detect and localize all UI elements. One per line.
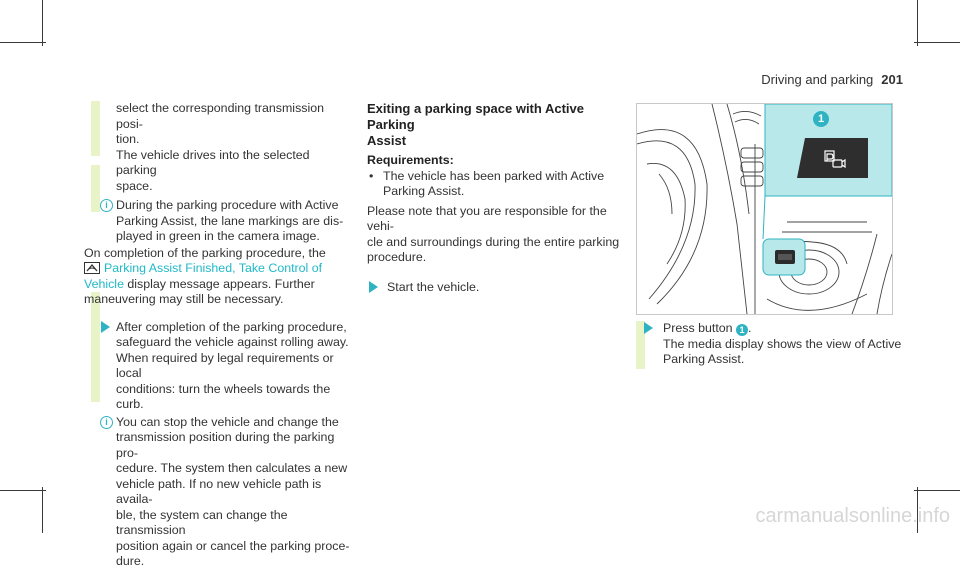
display-message: Parking Assist Finished, Take Control of (104, 261, 323, 275)
crop-mark (42, 0, 43, 46)
info-note (100, 415, 350, 570)
step-arrow-icon (369, 281, 378, 293)
text-line: ble, the system can change the transmission (116, 507, 288, 537)
text-line: On completion of the parking procedure, the (84, 245, 326, 260)
text-line: cedure. The system then calculates a new (116, 461, 348, 475)
text-line (84, 277, 350, 293)
text-line: You can stop the vehicle and change the (116, 414, 339, 429)
text-line (663, 321, 905, 337)
watermark: carmanualsonline.info (755, 505, 950, 527)
step-arrow-icon (101, 321, 110, 333)
section-title: Driving and parking (761, 72, 874, 87)
callout-marker: 1 (813, 111, 829, 127)
crop-mark (917, 0, 918, 46)
section-heading (367, 101, 622, 149)
text-line: procedure. (367, 250, 427, 264)
text-line: When required by legal requirements or local (116, 350, 334, 380)
text-line: space. (116, 178, 153, 193)
text-line: After completion of the parking procedure, (116, 319, 347, 334)
text-line: Please note that you are responsible for the vehi- (367, 203, 607, 233)
text-line: conditions: turn the wheels towards the curb. (116, 381, 331, 411)
info-note (100, 198, 350, 245)
info-icon: i (100, 416, 113, 429)
text-line: The media display shows the view of Active (663, 336, 902, 351)
responsibility-note (367, 204, 622, 266)
heading-line: Assist (367, 133, 407, 148)
text-line: cle and surroundings during the entire parking (367, 234, 620, 249)
requirement-item (367, 169, 622, 200)
text-line: Parking Assist. (383, 184, 465, 198)
text-span: Press button (663, 321, 737, 335)
display-message-line (84, 261, 350, 277)
dashboard-figure (636, 103, 893, 315)
text-line: transmission position during the parking pro- (116, 430, 335, 460)
middle-column (367, 101, 622, 295)
text-line: position again or cancel the parking proce- (116, 538, 350, 553)
text-line: dure. (116, 554, 145, 568)
text-line: The vehicle drives into the selected parking (116, 147, 310, 177)
text-line: • The vehicle has been parked with Active (383, 168, 605, 183)
text-line: Parking Assist. (663, 352, 745, 366)
info-icon: i (100, 199, 113, 212)
instruction-step (100, 320, 350, 413)
text-line: Parking Assist, the lane markings are dis- (116, 213, 344, 228)
parking-assist-icon (84, 262, 100, 274)
text-line: tion. (116, 132, 140, 146)
crop-mark (0, 42, 46, 43)
running-header (761, 72, 903, 87)
highlight-bar (91, 101, 100, 156)
crop-mark (914, 490, 960, 491)
step-arrow-icon (644, 322, 653, 334)
instruction-step (643, 321, 905, 368)
instruction-step (361, 280, 622, 296)
text-line: During the parking procedure with Active (116, 198, 339, 212)
text-span: display message appears. Further (123, 276, 315, 291)
left-column (84, 101, 350, 570)
page-number: 201 (881, 72, 903, 87)
highlight-bar (91, 292, 100, 402)
text-span: . (748, 321, 752, 335)
display-message: Vehicle (84, 276, 124, 291)
highlight-bar (91, 165, 100, 212)
crop-mark (0, 490, 46, 491)
text-line: select the corresponding transmission posi- (116, 101, 324, 131)
continued-paragraph (100, 101, 350, 194)
text-line: safeguard the vehicle against rolling away. (116, 335, 349, 349)
heading-line: Exiting a parking space with Active Parking (367, 101, 584, 132)
crop-mark (914, 42, 960, 43)
text-line: played in green in the camera image. (116, 229, 320, 243)
right-column (645, 321, 905, 368)
callout-marker: 1 (736, 324, 748, 336)
requirements-label: Requirements: (367, 153, 454, 167)
dashboard-illustration (637, 104, 892, 314)
text-line: vehicle path. If no new vehicle path is availa- (116, 476, 322, 506)
text-line: maneuvering may still be necessary. (84, 292, 284, 306)
completion-paragraph (84, 246, 350, 308)
crop-mark (42, 487, 43, 533)
text-line: Start the vehicle. (387, 279, 480, 294)
